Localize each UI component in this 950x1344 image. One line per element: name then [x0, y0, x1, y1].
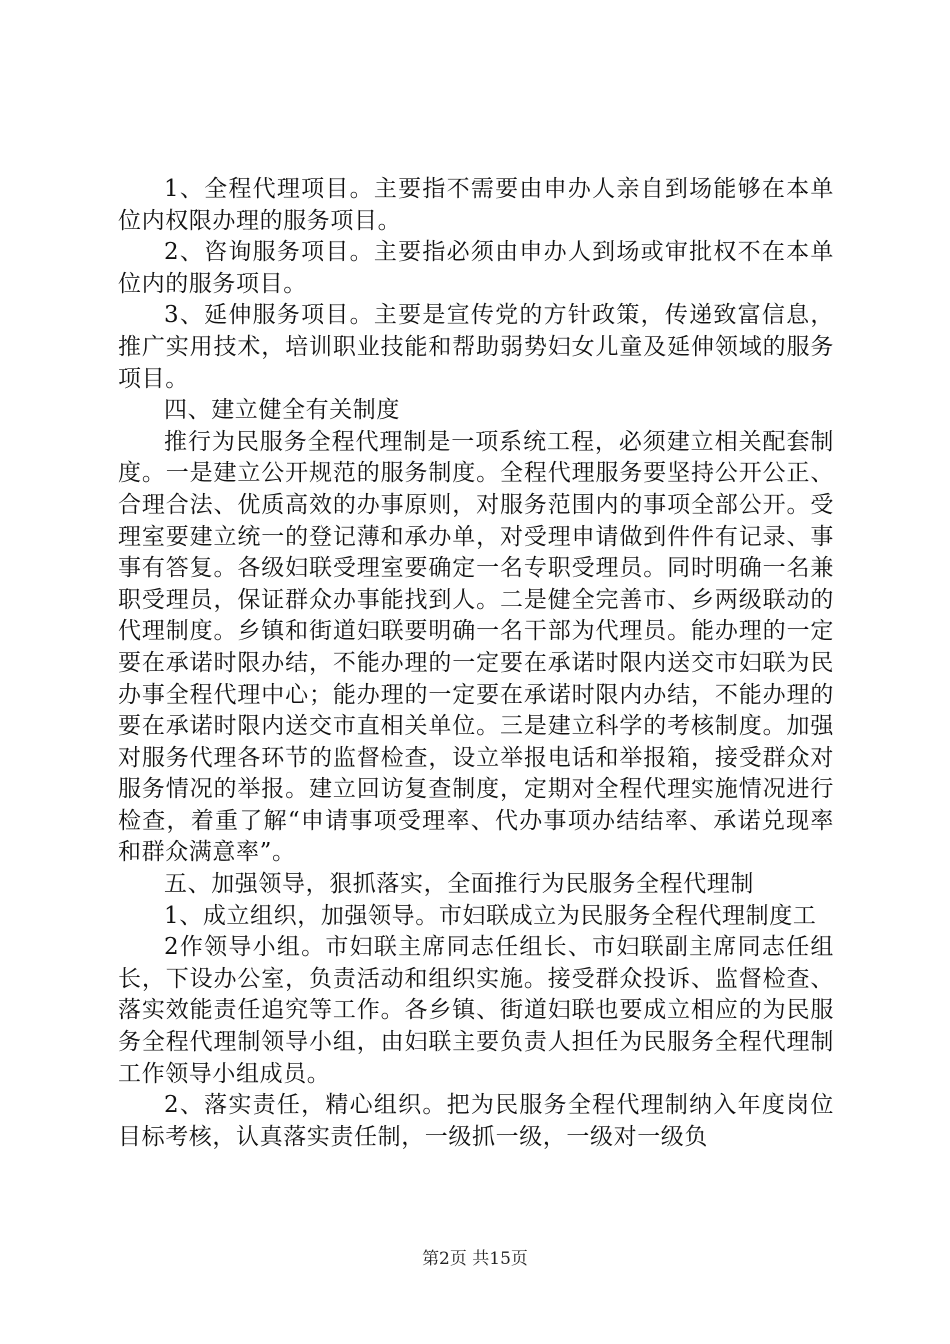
- paragraph-consulting-items: 2、咨询服务项目。主要指必须由申办人到场或审批权不在本单位内的服务项目。: [118, 239, 834, 297]
- paragraph-system-building: 推行为民服务全程代理制是一项系统工程，必须建立相关配套制度。一是建立公开规范的服务制度。全程代理服务要坚持公开公正、合理合法、优质高效的办事原则，对服务范围内的事项全部公开。受理室要建立统一的登记薄和承办单，对受理申请做到件件有记录、事事有答复。各级妇联受理室要确定一名专职受理员。同时明确一名兼职受理员，保证群众办事能找到人。二是健全完善市、乡两级联动的代理制度。乡镇和街道妇联要明确一名干部为代理员。能办理的一定要在承诺时限办结，不能办理的一定要在承诺时限内送交市妇联为民办事全程代理中心；能办理的一定要在承诺时限内办结，不能办理的要在承诺时限内送交市直相关单位。三是建立科学的考核制度。加强对服务代理各环节的监督检查，设立举报电话和举报箱，接受群众对服务情况的举报。建立回访复查制度，定期对全程代理实施情况进行检查，着重了解“申请事项受理率、代办事项办结结率、承诺兑现率和群众满意率”。: [118, 428, 834, 866]
- page-number-footer: 第2页 共15页: [422, 1249, 528, 1269]
- document-body: [118, 174, 834, 1153]
- section-heading-5: 五、加强领导，狠抓落实，全面推行为民服务全程代理制: [164, 871, 754, 898]
- paragraph-organization: 1、成立组织，加强领导。市妇联成立为民服务全程代理制度工: [164, 902, 817, 929]
- paragraph-extension-items: 3、延伸服务项目。主要是宣传党的方针政策，传递致富信息，推广实用技术，培训职业技能和帮助弱势妇女儿童及延伸领域的服务项目。: [118, 302, 834, 392]
- paragraph-responsibility: 2、落实责任，精心组织。把为民服务全程代理制纳入年度岗位目标考核，认真落实责任制，一级抓一级，一级对一级负: [118, 1092, 834, 1150]
- paragraph-full-agency-items: 1、全程代理项目。主要指不需要由申办人亲自到场能够在本单位内权限办理的服务项目。: [118, 176, 834, 234]
- section-heading-4: 四、建立健全有关制度: [164, 397, 400, 424]
- paragraph-leadership-group: 2作领导小组。市妇联主席同志任组长、市妇联副主席同志任组长，下设办公室，负责活动和组织实施。接受群众投诉、监督检查、落实效能责任追究等工作。各乡镇、街道妇联也要成立相应的为民服务全程代理制领导小组，由妇联主要负责人担任为民服务全程代理制工作领导小组成员。: [118, 934, 834, 1087]
